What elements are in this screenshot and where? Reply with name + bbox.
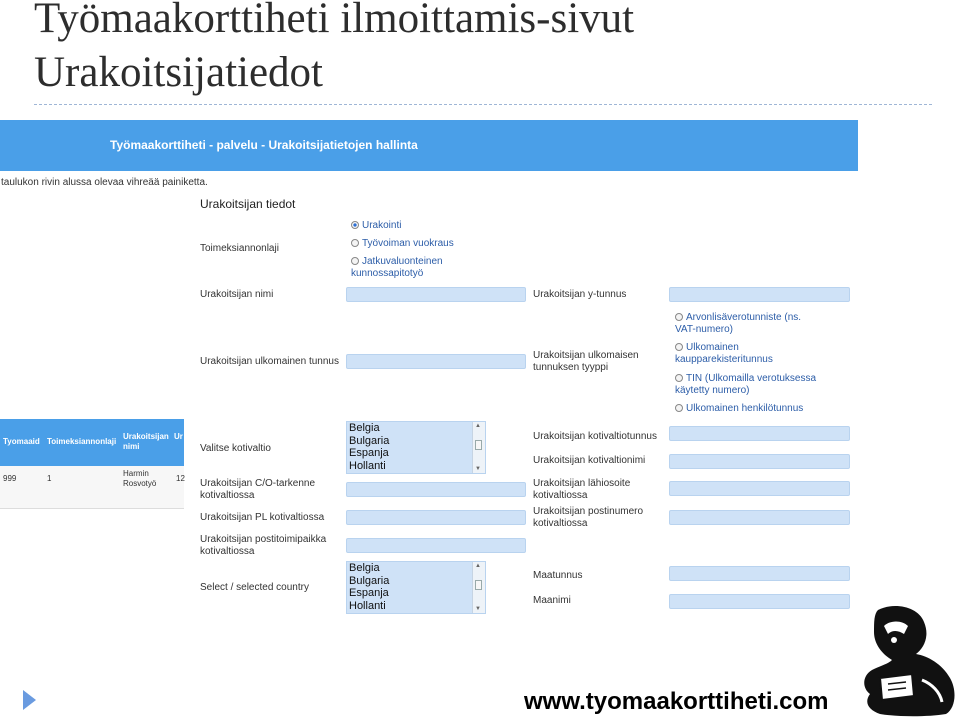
scroll-up-icon[interactable]: ▲ — [475, 423, 481, 429]
scroll-thumb[interactable] — [475, 440, 482, 450]
maatunnus-label: Maatunnus — [533, 570, 583, 581]
play-bullet-icon — [23, 690, 36, 710]
radio-icon — [675, 404, 683, 412]
postitoimipaikka-field[interactable] — [346, 538, 526, 553]
table-cell: Harmin Rosvotyö — [123, 469, 157, 488]
app-header — [0, 120, 858, 171]
radio-label: Arvonlisäverotunniste (ns. VAT-numero) — [675, 312, 802, 335]
listbox-scrollbar[interactable] — [472, 562, 485, 613]
list-option[interactable]: Bulgaria — [349, 574, 390, 587]
list-option[interactable]: Bulgaria — [349, 434, 390, 447]
table-cell: 999 — [3, 474, 17, 483]
nimi-label: Urakoitsijan nimi — [200, 289, 274, 300]
list-option[interactable]: Espanja — [349, 447, 389, 459]
pl-label: Urakoitsijan PL kotivaltiossa — [200, 512, 325, 523]
radio-icon — [675, 313, 683, 321]
table-row[interactable] — [0, 466, 184, 509]
ytunnus-field[interactable] — [669, 287, 850, 302]
maanimi-label: Maanimi — [533, 595, 571, 606]
postinumero-label: Urakoitsijan postinumero kotivaltiossa — [533, 506, 644, 529]
maanimi-field[interactable] — [669, 594, 850, 609]
postitoimipaikka-label: Urakoitsijan postitoimipaikka kotivaltiossa — [200, 534, 327, 557]
kotivaltiotunnus-label: Urakoitsijan kotivaltiotunnus — [533, 431, 657, 442]
instruction-note: taulukon rivin alussa olevaa vihreää painiketta. — [1, 177, 208, 188]
mascot-logo-icon — [858, 604, 959, 717]
nimi-field[interactable] — [346, 287, 526, 302]
ytunnus-label: Urakoitsijan y-tunnus — [533, 289, 627, 300]
table-cell: 12 — [176, 474, 185, 483]
scroll-up-icon[interactable]: ▲ — [475, 563, 481, 569]
toimeksiannonlaji-label: Toimeksiannonlaji — [200, 243, 279, 254]
column-header[interactable]: Ur — [174, 432, 183, 441]
lahiosoite-field[interactable] — [669, 481, 850, 496]
lahiosoite-label: Urakoitsijan lähiosoite kotivaltiossa — [533, 478, 631, 501]
slide-subtitle: Urakoitsijatiedot — [34, 49, 323, 96]
radio-label: Työvoiman vuokraus — [362, 238, 454, 249]
list-option[interactable]: Hollanti — [349, 459, 386, 472]
co-tarkenne-field[interactable] — [346, 482, 526, 497]
radio-label: Ulkomainen kaupparekisteritunnus — [675, 342, 773, 365]
slide-title: Työmaakorttiheti ilmoittamis-sivut — [34, 0, 635, 42]
contractor-table — [0, 419, 184, 508]
radio-icon — [351, 239, 359, 247]
kotivaltiotunnus-field[interactable] — [669, 426, 850, 441]
column-header[interactable]: Urakoitsijan nimi — [123, 432, 169, 451]
section-title: Urakoitsijan tiedot — [200, 197, 296, 211]
column-header[interactable]: Toimeksiannonlaji — [47, 437, 117, 446]
scroll-down-icon[interactable]: ▼ — [475, 606, 481, 612]
radio-vat-numero[interactable] — [675, 312, 815, 336]
country-listbox[interactable] — [346, 561, 486, 614]
kotivaltionimi-label: Urakoitsijan kotivaltionimi — [533, 455, 646, 466]
app-header-title: Työmaakorttiheti - palvelu - Urakoitsijatietojen hallinta — [110, 138, 418, 152]
radio-urakointi[interactable] — [351, 220, 401, 232]
list-option[interactable]: Espanja — [349, 587, 389, 599]
kotivaltio-listbox[interactable] — [346, 421, 486, 474]
ulkomainen-tunnus-field[interactable] — [346, 354, 526, 369]
radio-label: TIN (Ulkomailla verotuksessa käytetty numero) — [675, 373, 817, 396]
radio-icon — [675, 374, 683, 382]
radio-kaupparekisteritunnus[interactable] — [675, 342, 795, 366]
kotivaltionimi-field[interactable] — [669, 454, 850, 469]
radio-label: Jatkuvaluonteinen kunnossapitotyö — [351, 256, 443, 279]
radio-tyovoiman-vuokraus[interactable] — [351, 238, 454, 250]
radio-label: Urakointi — [362, 220, 402, 231]
column-header[interactable]: Tyomaaid — [3, 437, 40, 446]
table-cell: 1 — [47, 474, 52, 483]
ulkomainen-tunnus-label: Urakoitsijan ulkomainen tunnus — [200, 356, 339, 367]
radio-tin[interactable] — [675, 373, 825, 397]
pl-field[interactable] — [346, 510, 526, 525]
radio-icon — [351, 257, 359, 265]
title-divider — [34, 104, 932, 105]
list-option[interactable]: Hollanti — [349, 599, 386, 612]
table-header — [0, 419, 184, 466]
select-country-label: Select / selected country — [200, 582, 309, 593]
radio-label: Ulkomainen henkilötunnus — [686, 403, 804, 414]
website-url: www.tyomaakorttiheti.com — [524, 688, 829, 715]
scroll-thumb[interactable] — [475, 580, 482, 590]
tunnuksen-tyyppi-label: Urakoitsijan ulkomaisen tunnuksen tyyppi — [533, 350, 639, 373]
kotivaltio-label: Valitse kotivaltio — [200, 443, 271, 454]
co-tarkenne-label: Urakoitsijan C/O-tarkenne kotivaltiossa — [200, 478, 316, 501]
list-option[interactable]: Belgia — [349, 562, 380, 574]
radio-icon — [675, 343, 683, 351]
scroll-down-icon[interactable]: ▼ — [475, 466, 481, 472]
maatunnus-field[interactable] — [669, 566, 850, 581]
postinumero-field[interactable] — [669, 510, 850, 525]
radio-henkilotunnus[interactable] — [675, 403, 825, 415]
radio-selected-icon — [351, 221, 359, 229]
list-option[interactable]: Belgia — [349, 422, 380, 434]
listbox-scrollbar[interactable] — [472, 422, 485, 473]
radio-kunnossapitotyo[interactable] — [351, 256, 461, 280]
